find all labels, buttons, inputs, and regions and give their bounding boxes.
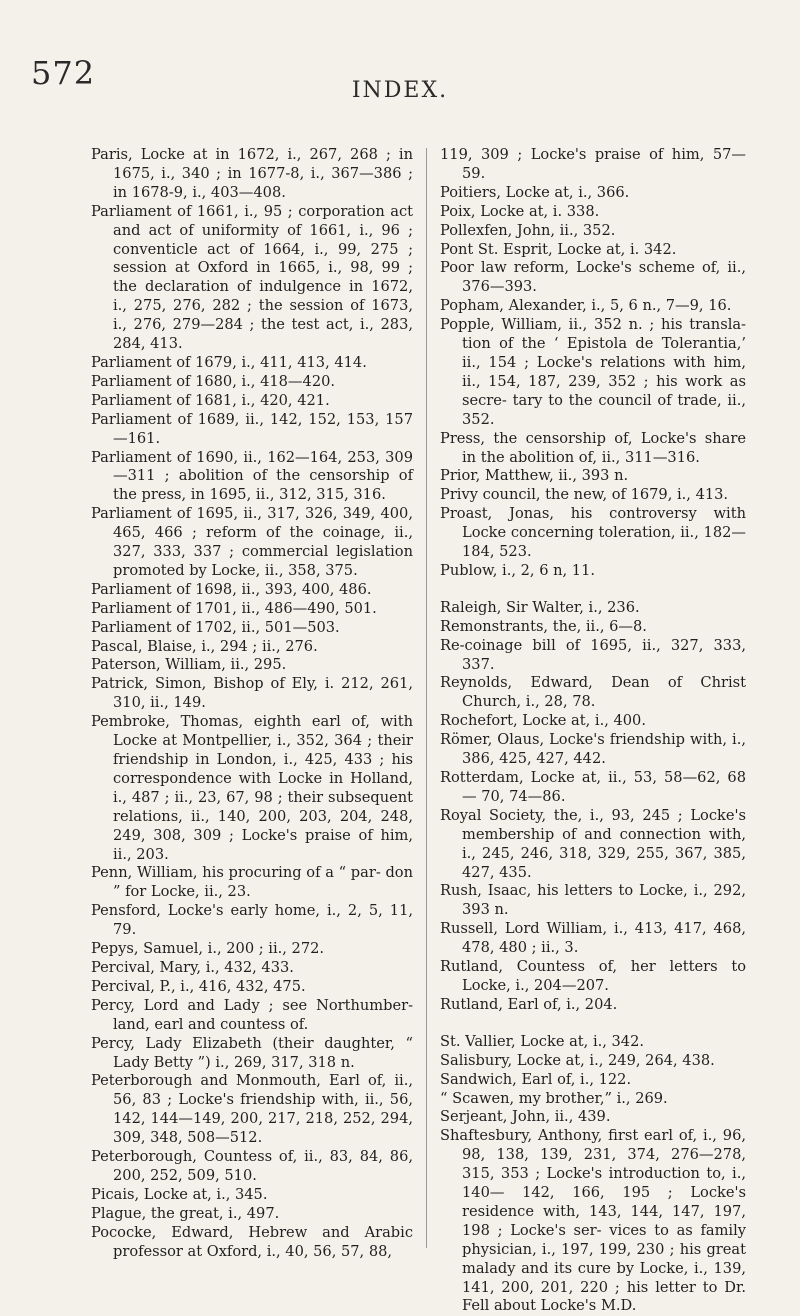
index-column-left bbox=[91, 146, 413, 1261]
index-entry: St. Vallier, Locke at, i., 342. bbox=[440, 1032, 645, 1050]
index-entry: Pembroke, Thomas, eighth earl of, with Locke at Montpellier, i., 352, 364 ; their friendship in London, i., 425, 433 ; his correspondence with Locke in Holland, i., 487 ; ii., 23, 67, 98 ; their subsequent relations, ii., 140, 200, 203, 204, 248, 249, 308, 309 ; Locke's praise of him, ii., 203. bbox=[91, 713, 413, 863]
index-entry: Rush, Isaac, his letters to Locke, i., 292, 393 n. bbox=[440, 882, 746, 919]
index-entry: Re-coinage bill of 1695, ii., 327, 333, 337. bbox=[440, 636, 746, 673]
index-entry: Parliament of 1681, i., 420, 421. bbox=[91, 391, 330, 409]
index-entry: Peterborough and Monmouth, Earl of, ii., 56, 83 ; Locke's friendship with, ii., 56, 142, 144—149, 200, 217, 218, 252, 294, 309, 348, 508—512. bbox=[91, 1072, 413, 1147]
index-entry: Pensford, Locke's early home, i., 2, 5, 11, 79. bbox=[91, 902, 413, 939]
index-entry: Salisbury, Locke at, i., 249, 264, 438. bbox=[440, 1051, 715, 1069]
index-group-p bbox=[440, 146, 746, 581]
index-entry: Sandwich, Earl of, i., 122. bbox=[440, 1070, 632, 1088]
index-entry: Rochefort, Locke at, i., 400. bbox=[440, 712, 646, 730]
index-group-s bbox=[440, 1033, 746, 1316]
index-column-right bbox=[440, 146, 746, 1316]
index-group-r bbox=[440, 599, 746, 1015]
index-entry: Rutland, Earl of, i., 204. bbox=[440, 995, 618, 1013]
index-entry: Russell, Lord William, i., 413, 417, 468, 478, 480 ; ii., 3. bbox=[440, 920, 746, 957]
index-entry: Popple, William, ii., 352 n. ; his transla- tion of the ‘ Epistola de Tolerantia,’ ii., 154 ; Locke's relations with him, ii., 154, 187, 239, 352 ; his work as secre- tary to the council of trade, ii., 352. bbox=[440, 316, 746, 428]
index-entry: Pepys, Samuel, i., 200 ; ii., 272. bbox=[91, 940, 325, 958]
index-entry: Press, the censorship of, Locke's share in the abolition of, ii., 311—316. bbox=[440, 429, 746, 466]
index-entry: Picais, Locke at, i., 345. bbox=[91, 1185, 268, 1203]
index-entry: Percival, Mary, i., 432, 433. bbox=[91, 958, 294, 976]
index-entry: Poor law reform, Locke's scheme of, ii., 376—393. bbox=[440, 259, 746, 296]
index-entry: Parliament of 1680, i., 418—420. bbox=[91, 372, 336, 390]
index-entry: Poix, Locke at, i. 338. bbox=[440, 202, 600, 220]
index-entry: Privy council, the new, of 1679, i., 413. bbox=[440, 486, 729, 504]
index-entry: Parliament of 1690, ii., 162—164, 253, 309—311 ; abolition of the censorship of the press, in 1695, ii., 312, 315, 316. bbox=[91, 448, 413, 504]
index-entry: Rutland, Countess of, her letters to Locke, i., 204—207. bbox=[440, 958, 746, 994]
index-entry: Proast, Jonas, his controversy with Locke concerning toleration, ii., 182—184, 523. bbox=[440, 505, 746, 561]
index-entry: Parliament of 1695, ii., 317, 326, 349, 400, 465, 466 ; reform of the coinage, ii., 327, 333, 337 ; commercial legislation promoted by Locke, ii., 358, 375. bbox=[91, 505, 413, 579]
index-entry: Prior, Matthew, ii., 393 n. bbox=[440, 467, 629, 485]
index-entry: Serjeant, John, ii., 439. bbox=[440, 1108, 611, 1126]
group-gap bbox=[440, 581, 746, 599]
index-entry: Raleigh, Sir Walter, i., 236. bbox=[440, 598, 640, 616]
index-entry: Shaftesbury, Anthony, first earl of, i., 96, 98, 138, 139, 231, 374, 276—278, 315, 353 ; Locke's introduction to, i., 140— 142, 166, 195 ; Locke's residence with, 143, 144, 147, 197, 198 ; Locke's ser- vices to as family physician, i., 197, 199, 230 ; his great malady and its cure by Locke, i., 139, 141, 200, 201, 220 ; his letter to Dr. Fell about Locke's M.D. bbox=[440, 1127, 746, 1315]
index-entry: Paris, Locke at in 1672, i., 267, 268 ; in 1675, i., 340 ; in 1677-8, i., 367—386 ; in 1678-9, i., 403—408. bbox=[91, 146, 413, 201]
index-entry: 119, 309 ; Locke's praise of him, 57— 59. bbox=[440, 146, 746, 182]
index-entry: Percy, Lord and Lady ; see Northumber- land, earl and countess of. bbox=[91, 996, 413, 1033]
group-gap bbox=[440, 1015, 746, 1033]
index-entry: Rotterdam, Locke at, ii., 53, 58—62, 68— 70, 74—86. bbox=[440, 769, 746, 805]
index-entry: Remonstrants, the, ii., 6—8. bbox=[440, 617, 647, 635]
index-entry: Reynolds, Edward, Dean of Christ Church, i., 28, 78. bbox=[440, 674, 746, 711]
index-entry: Patrick, Simon, Bishop of Ely, i. 212, 261, 310, ii., 149. bbox=[91, 675, 413, 712]
index-entry: Römer, Olaus, Locke's friendship with, i., 386, 425, 427, 442. bbox=[440, 731, 746, 768]
index-entry: Penn, William, his procuring of a “ par- don ” for Locke, ii., 23. bbox=[91, 864, 413, 901]
index-entry: Parliament of 1698, ii., 393, 400, 486. bbox=[91, 580, 372, 598]
index-entry: Paterson, William, ii., 295. bbox=[91, 656, 287, 674]
index-entry: Popham, Alexander, i., 5, 6 n., 7—9, 16. bbox=[440, 297, 732, 315]
index-entry: Pascal, Blaise, i., 294 ; ii., 276. bbox=[91, 637, 318, 655]
index-entry: “ Scawen, my brother,” i., 269. bbox=[440, 1089, 668, 1107]
column-divider bbox=[426, 148, 427, 1248]
index-entry: Pococke, Edward, Hebrew and Arabic professor at Oxford, i., 40, 56, 57, 88, bbox=[91, 1223, 413, 1260]
index-entry: Parliament of 1689, ii., 142, 152, 153, 157 —161. bbox=[91, 410, 413, 447]
index-entry: Peterborough, Countess of, ii., 83, 84, 86, 200, 252, 509, 510. bbox=[91, 1148, 413, 1184]
index-entry: Pont St. Esprit, Locke at, i. 342. bbox=[440, 240, 677, 258]
index-entry: Parliament of 1702, ii., 501—503. bbox=[91, 618, 340, 636]
index-entry: Parliament of 1679, i., 411, 413, 414. bbox=[91, 353, 367, 371]
running-head: INDEX. bbox=[351, 78, 449, 103]
page-header bbox=[0, 0, 800, 130]
page-number: 572 bbox=[31, 54, 96, 92]
index-entry: Publow, i., 2, 6 n, 11. bbox=[440, 561, 596, 579]
index-entry: Royal Society, the, i., 93, 245 ; Locke's membership of and connection with, i., 245, 246, 318, 329, 255, 367, 385, 427, 435. bbox=[440, 806, 746, 881]
index-entry: Parliament of 1701, ii., 486—490, 501. bbox=[91, 599, 377, 617]
index-entry: Pollexfen, John, ii., 352. bbox=[440, 221, 616, 239]
index-entry: Plague, the great, i., 497. bbox=[91, 1204, 280, 1222]
index-entry: Poitiers, Locke at, i., 366. bbox=[440, 183, 630, 201]
index-entry: Percy, Lady Elizabeth (their daughter, “ Lady Betty ”) i., 269, 317, 318 n. bbox=[91, 1034, 413, 1071]
index-entry: Parliament of 1661, i., 95 ; corporation act and act of uniformity of 1661, i., 96 ; conventicle act of 1664, i., 99, 275 ; session at Oxford in 1665, i., 98, 99 ; the declaration of indulgence in 1672, i., 275, 276, 282 ; the session of 1673, i., 276, 279—284 ; the test act, i., 283, 284, 413. bbox=[91, 202, 413, 353]
index-entry: Percival, P., i., 416, 432, 475. bbox=[91, 977, 306, 995]
